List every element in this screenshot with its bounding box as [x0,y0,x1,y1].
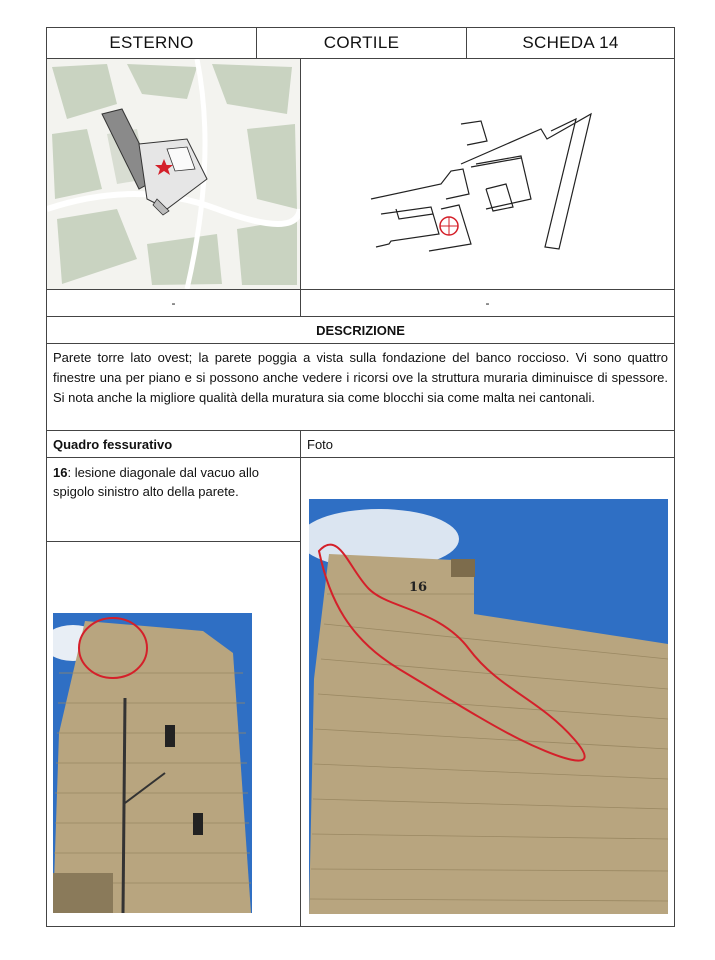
photo-label-16: 16 [409,580,428,595]
crack-number: 16 [53,465,68,480]
descrizione-body-text: Parete torre lato ovest; la parete poggia a vista sulla fondazione del banco roccioso. Vi sono quattro finestre una per piano e si possono anche vedere i ricorsi ove la struttura muraria diminuisce di spessore. Si nota anche la migliore qualità della muratura sia come blocchi sia come malta nei cantonali. [53,350,668,405]
header-cell-scheda [466,27,675,59]
map-left-caption [46,289,301,317]
map-right-caption-text: - [485,296,490,310]
header-cell-cortile [256,27,467,59]
location-map-cell [46,58,301,290]
crack-text: : lesione diagonale dal vacuo allo spigolo sinistro alto della parete. [53,465,259,499]
quadro-fessurativo-label [46,430,301,458]
header-scheda-text: SCHEDA 14 [522,33,619,52]
foto-label [300,430,675,458]
header-cell-esterno [46,27,257,59]
descrizione-title [46,316,675,344]
tower-photo [53,613,252,913]
crack-description [46,457,301,542]
map-right-caption [300,289,675,317]
floor-plan [301,59,674,289]
map-left-caption-text: - [171,296,176,310]
descrizione-title-text: DESCRIZIONE [316,322,405,338]
quadro-label-text: Quadro fessurativo [53,436,173,452]
tower-photo-cell [46,541,301,927]
header-cortile-text: CORTILE [323,33,400,52]
wall-photo-cell [300,457,675,927]
wall-photo [309,499,668,914]
header-esterno-text: ESTERNO [109,33,194,52]
floor-plan-cell [300,58,675,290]
foto-label-text: Foto [307,436,334,452]
descrizione-text [46,343,675,431]
location-map [47,59,300,289]
